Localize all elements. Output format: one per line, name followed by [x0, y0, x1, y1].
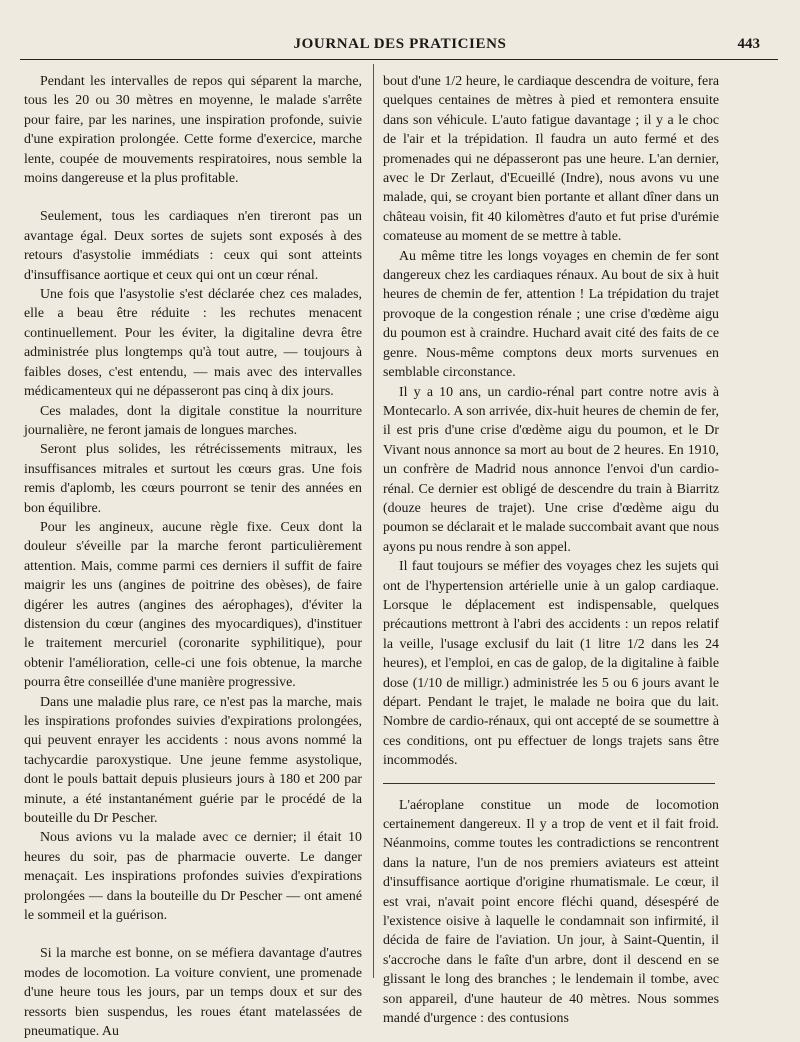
running-header: [40, 32, 760, 58]
paragraph: Il faut toujours se méfier des voyages chez les sujets qui ont de l'hypertension artérielle unie à un galop cardiaque. Lorsque le déplacement est indispensable, quelques précautions mettront à l'abri des accidents : un repos relatif la veille, l'usage exclusif du lait (1 litre 1/2 dans les 24 heures), et l'emploi, en cas de galop, de la digitaline à faible dose (1/10 de milligr.) administrée les 5 ou 6 jours avant le départ. Pendant le trajet, le malade ne boira que du lait. Nombre de cardio-rénaux, qui ont accepté de se soumettre à ces conditions, ont pu effectuer de longs trajets sans être incommodés.: [383, 559, 719, 769]
paragraph: Seulement, tous les cardiaques n'en tireront pas un avantage égal. Deux sortes de sujets sont exposés à des retours d'asystolie immédiats : ceux qui sont atteints d'insuffisance aortique et ceux qui ont un cœur rénal.: [24, 209, 362, 283]
paragraph: Si la marche est bonne, on se méfiera davantage d'autres modes de locomotion. La voiture convient, une promenade d'une heure tous les jours, par un temps doux et sur des ressorts bien suspendus, les roues étant matelassées de pneumatique. Au: [24, 946, 362, 1040]
paragraph: Nous avions vu la malade avec ce dernier; il était 10 heures du soir, pas de pharmacie ouverte. Le danger menaçait. Les inspirations profondes suivies d'expirations prolongées — dans la bouteille du Dr Pescher — ont amené le sommeil et la guérison.: [24, 830, 362, 924]
paragraph: Pour les angineux, aucune règle fixe. Ceux dont la douleur s'éveille par la marche feront particulièrement attention. Mais, comme parmi ces derniers il suffit de faire maigrir les uns (angines de poitrine des obèses), de faire digérer les autres (angines des aérophages), d'éviter la distension du cœur (angines des myocardiques), d'instituer le traitement mercuriel (coronarite syphilitique), pour obtenir l'amélioration, celle-ci une fois obtenue, la marche pourra être conseillée d'une manière progressive.: [24, 519, 362, 691]
paragraph: Il y a 10 ans, un cardio-rénal part contre notre avis à Montecarlo. A son arrivée, dix-huit heures de chemin de fer, il est pris d'une crise d'œdème aigu du poumon, et le Dr Vivant nous annonce sa mort au bout de 2 heures. En 1910, un confrère de Madrid nous annonce l'envoi d'un cardio-rénal. Ce dernier est obligé de descendre du train à Biarritz (douze heures de trajet). Une crise d'œdème aigu du poumon se déclarait et le malade succombait avant que nous ayons pu nous rendre à son appel.: [383, 384, 719, 555]
paragraph: Ces malades, dont la digitale constitue la nourriture journalière, ne feront jamais de longues marches.: [24, 403, 362, 438]
section-rule: [383, 783, 715, 784]
paragraph: Une fois que l'asystolie s'est déclarée chez ces malades, elle a beau être réduite : les rechutes menacent continuellement. Pour les éviter, la digitaline devra être administrée plus longtemps qu'à tout autre, — toujours à faibles doses, c'est entendu, — mais avec des intervalles médicamenteux qui ne dépasseront pas cinq à dix jours.: [24, 287, 362, 400]
page-number: 443: [737, 36, 760, 52]
paragraph: Dans une maladie plus rare, ce n'est pas la marche, mais les inspirations profondes suivies d'expirations prolongées, qui peuvent enrayer les accidents : nous avons nommé la tachycardie paroxystique. Une jeune femme asystolique, dont le pouls battait depuis plusieurs jours à 180 et 200 par minute, a été instantanément guérie par le procédé de la bouteille du Dr Pescher.: [24, 694, 362, 827]
right-column: [383, 72, 719, 1029]
paragraph: bout d'une 1/2 heure, le cardiaque descendra de voiture, fera quelques centaines de mètres à pied et remontera ensuite dans son véhicule. L'auto fatigue davantage ; il y a le choc de l'air et la trépidation. Il faudra un auto fermé et des promenades qui ne dépasseront pas une heure. L'an dernier, avec le Dr Zerlaut, d'Ecueillé (Indre), nous avons vu une malade, qui, se croyant bien portante et allant dîner dans un château voisin, fit 40 kilomètres d'auto et fut prise d'urémie comateuse au moment de se mettre à table.: [383, 74, 719, 245]
left-column: [24, 72, 362, 1042]
header-rule: [20, 59, 778, 60]
paragraph: L'aéroplane constitue un mode de locomotion certainement dangereux. Il y a trop de vent et il fait froid. Néanmoins, comme toutes les contradictions se rencontrent dans la nature, l'un de nos premiers aviateurs est atteint d'insuffisance aortique d'origine rhumatismale. Le cœur, il est vrai, n'avait point encore fléchi quand, désespéré de l'existence oisive à laquelle le condamnait son infirmité, il décida de faire de l'aviation. Un jour, à Saint-Quentin, il s'accroche dans le faîte d'un arbre, dont il descend en se glissant le long des branches ; le lendemain il tombe, avec son appareil, d'une hauteur de 40 mètres. Nous sommes mandé d'urgence : des contusions: [383, 797, 719, 1027]
paragraph: Au même titre les longs voyages en chemin de fer sont dangereux chez les cardiaques rénaux. Au bout de six à huit heures de chemin de fer, attention ! La trépidation du trajet provoque de la congestion rénale ; une crise d'œdème aigu du poumon est à craindre. Huchard avait cité des faits de ce genre. Nous-même comptons deux morts survenues en semblable circonstance.: [383, 248, 719, 381]
column-divider: [373, 64, 374, 978]
paragraph: Seront plus solides, les rétrécissements mitraux, les insuffisances mitrales et surtout les cœurs gras. Une fois remis d'aplomb, les cœurs pourront se tenir des années en bon équilibre.: [24, 442, 362, 516]
paragraph: Pendant les intervalles de repos qui séparent la marche, tous les 20 ou 30 mètres en moyenne, le malade s'arrête pour faire, par les narines, une inspiration profonde, suivie d'une expiration prolongée. Cette forme d'exercice, marche lente, coupée de mouvements respiratoires, nous semble la moins dangereuse et la plus profitable.: [24, 74, 362, 187]
journal-title: JOURNAL DES PRATICIENS: [293, 36, 507, 52]
